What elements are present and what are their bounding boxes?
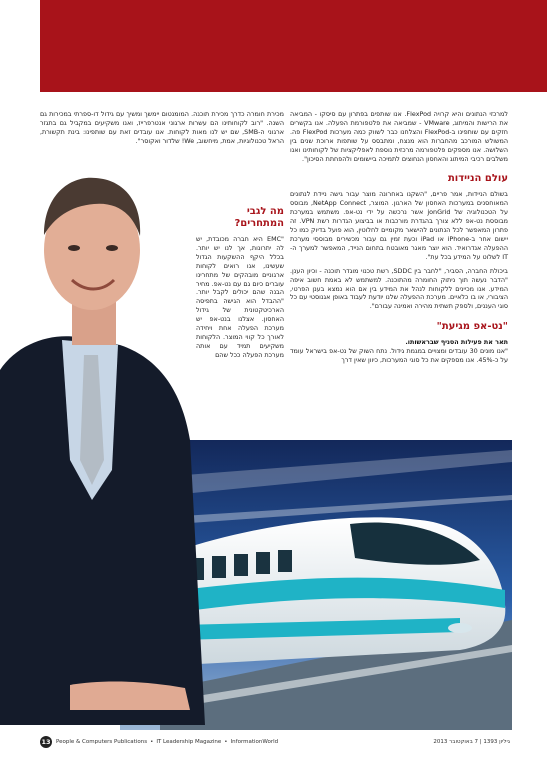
section-heading-mobility: עולם הניידות: [447, 173, 508, 185]
publisher-name: People & Computers Publications: [56, 739, 148, 745]
intro-paragraph: למרכזי הנתונים והיא קרויה FlexPod. אנו שותפים בפתרון עם סיסקו - המביאה את הרישות והמיתוג, VMware - שמביאה את פלטפורמת הפעלה. אנו בקשרים חזקים עם שותפינו ב-FlexPod והצלחנו כבר לשווק כמה מערכות FlexPod פה. המשולש המורכב מהחברות הוא מנצח, ומתבסס על שותפות ארוכת שנים בין השלושה. אנו מספקים פלטפורמה מרכזית נוספת לאפליקציות של לקוחותינו ואנו משלבים רכיבי המיתוג והאחסון הנחוצים לתמיכה ביישומים ולהפחתת הסיכון".: [290, 110, 509, 163]
mobility-paragraph: בשולם הניידות, אמר פריים, "השקנו באחרונה מוצר עבור גישה ניידת לנתונים המאוחסנים במערכות האחסון של הארגון. המוצר, NetApp Connect, מבוסס על הטכנולוגיה של jonGrid אשר נרכשה על ידי נט-אפ. משתמש במערכת מבוססת נט-אפ ללא צורך בהגדרת מורכבות או בביצוע הגדרות רשת VPN. זה פתרון המאפשר לכל הנתונים להישאר מקומיים לחלוטין, הוא פועל בדיוק כמו כל יישום אחר ב-iPhone או iPad וכעת זמין גם עבור מכשירים מבוססי מערכת ההפעלה אנדרואיד. הוא יוצר מאגר מאובטח בתחום הנייד, המאפשר למערך ה-IT לשלוט על המידע בכל עת".: [290, 190, 509, 261]
magazine-name: IT Leadership Magazine: [156, 739, 222, 745]
issue-date: גיליון 1393 | 7 באוקטובר 2013: [433, 739, 510, 745]
article-left-column: [196, 206, 284, 360]
footer-separator: •: [224, 739, 228, 745]
competitors-heading: מה לגבי המתחרים?: [234, 206, 284, 229]
portrait-illustration: [0, 140, 205, 725]
footer-separator: •: [150, 739, 154, 745]
header-banner: [40, 0, 547, 92]
competitors-paragraph: "EMC היא חברה מכובדת, יש לה יתרונות, אך לנו יש יותר. בכלל היקף ההשקעות הגדול שעשינו, אנו רואים לקוחות ארגוניים מובהקים של מתחרינו עוברים כיום גם עם נט-אפ. מחיר הבנה שהם יכולים לקבל יותר. "ההבדל הוא הגישה בתפיסה הארכיטקטונית של גידול האחסון. אצלנו בנט-אפ יש מערכת הפעלה אחת ויחידה לאורך כל קווי המוצר. הלקוחות משקיעים תמיד עם אותה מערכת הפעלה ככל שהם: [196, 235, 284, 359]
executive-portrait: [0, 140, 205, 725]
interview-question: תאר את פעילות הסניף שבראשותו.: [405, 338, 508, 347]
article-right-column: [290, 110, 508, 365]
cloud-paragraph: ביכולת החברה, הסביר, "לחבר בין SDDC, רשת טכנוי מוגדר תוכנה - וכיון הענן. "הדבר נעשה תוך ניתוק החומרה מהתוכנה. למשתמש לא באמת חשוב איפה המידע. אנו מכיינים ללקוחות לנהל את המידע בין אם הוא נמצא בענן הפרטי, הציבורי, או בו כלאיים. מערכת ההפעלה שלנו יודעת לעבוד באופן אגנוסטי עם כל סוגי העננים, ולספק תשתית מהירה ואמינה עבורם".: [290, 266, 508, 311]
branch-paragraph: "אנו מונים 30 עובדים ומצויים במגמת גידול. נתח השוק של נט-אפ בישראל עומד על כ-45%. אנו מספקים את כל סוגי המערכות, כיוון שאין דרך: [290, 347, 508, 365]
page-number: 13: [41, 738, 51, 746]
sales-paragraph: מכירת חומרה כדרך מכירת תוכנה. המומנטום יימשך ומשיך עם גידול דו-ספרתי במכירות גם השנה. "רוב לקוחותינו הם עשרות ארגוני אנטרפרייז, ואנו משקיעים במקביל גם בתגזר ארגוני ה-SMB, שם יש לנו מאות לקוחות. אנו עובדים זאת עם שותפינו: בינת תקשורת, הראל טכנולוגיות, אמת, מיחשוב, We! שלדור ואקוסר".: [40, 110, 284, 145]
page-footer: [40, 736, 510, 748]
section-heading-netapp: "נט-אפ מגיעת": [436, 321, 508, 333]
site-name: InformationWorld: [230, 739, 279, 745]
